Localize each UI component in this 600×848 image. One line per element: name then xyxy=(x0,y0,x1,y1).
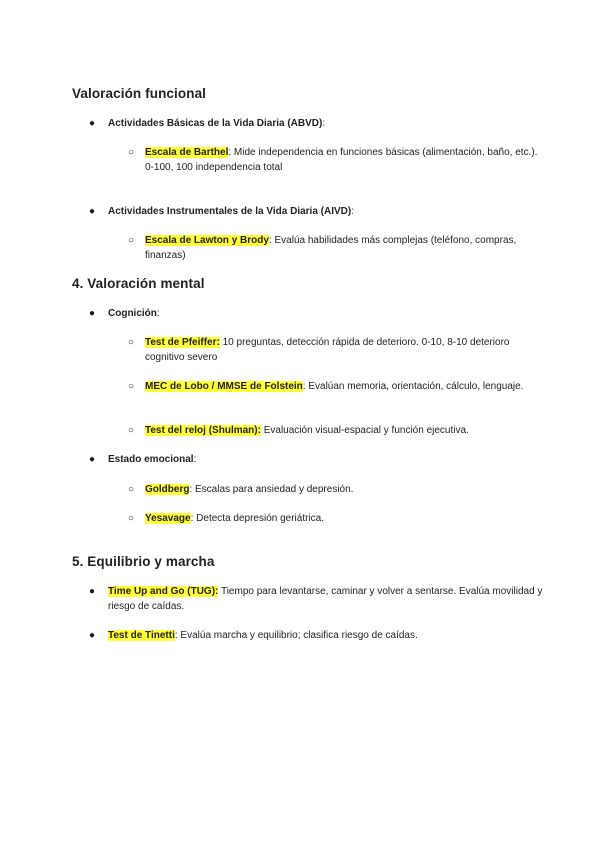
list-item-barthel xyxy=(145,145,545,175)
tinetti-desc: : Evalúa marcha y equilibrio; clasifica riesgo de caídas. xyxy=(174,630,418,641)
mec-name: MEC de Lobo / MMSE de Folstein xyxy=(145,381,303,392)
barthel-name: Escala de Barthel xyxy=(145,147,229,158)
bullet-hollow: ○ xyxy=(128,425,135,436)
bullet-filled: ● xyxy=(89,454,96,465)
cognicion-label: Cognición xyxy=(108,308,157,319)
yesavage-name: Yesavage xyxy=(145,513,191,524)
bullet-hollow: ○ xyxy=(128,381,135,392)
barthel-desc: : Mide independencia en funciones básicas (alimentación, baño, etc.). 0-100, 100 independencia total xyxy=(145,147,538,173)
cognicion-colon: : xyxy=(156,308,160,319)
aivd-colon: : xyxy=(351,206,355,217)
bullet-hollow: ○ xyxy=(128,235,135,246)
yesavage-desc: : Detecta depresión geriátrica. xyxy=(190,513,325,524)
reloj-desc: Evaluación visual-espacial y función ejecutiva. xyxy=(260,425,469,436)
emocional-colon: : xyxy=(193,454,197,465)
pfeiffer-name: Test de Pfeiffer: xyxy=(145,337,220,348)
bullet-filled: ● xyxy=(89,308,96,319)
list-item-mec xyxy=(145,379,545,394)
tinetti-name: Test de Tinetti xyxy=(108,630,175,641)
bullet-filled: ● xyxy=(89,586,96,597)
list-item-aivd xyxy=(108,204,568,219)
bullet-hollow: ○ xyxy=(128,147,135,158)
goldberg-name: Goldberg xyxy=(145,484,190,495)
bullet-filled: ● xyxy=(89,630,96,641)
list-item-pfeiffer xyxy=(145,335,545,365)
list-item-yesavage xyxy=(145,511,545,526)
list-item-cognicion xyxy=(108,306,568,321)
bullet-hollow: ○ xyxy=(128,484,135,495)
list-item-reloj xyxy=(145,423,545,438)
section-title-funcional: Valoración funcional xyxy=(72,86,207,101)
emocional-label: Estado emocional xyxy=(108,454,194,465)
pfeiffer-desc: 10 preguntas, detección rápida de deterioro. 0-10, 8-10 deterioro cognitivo severo xyxy=(145,337,510,363)
list-item-goldberg xyxy=(145,482,545,497)
list-item-lawton xyxy=(145,233,545,263)
list-item-tug xyxy=(108,584,568,614)
list-item-abvd xyxy=(108,116,568,131)
bullet-filled: ● xyxy=(89,118,96,129)
abvd-label: Actividades Básicas de la Vida Diaria (ABVD) xyxy=(108,118,323,129)
goldberg-desc: : Escalas para ansiedad y depresión. xyxy=(189,484,354,495)
reloj-name: Test del reloj (Shulman): xyxy=(145,425,261,436)
tug-name: Time Up and Go (TUG): xyxy=(108,586,219,597)
bullet-hollow: ○ xyxy=(128,513,135,524)
mec-desc: : Evalúan memoria, orientación, cálculo, lenguaje. xyxy=(302,381,524,392)
tug-desc: Tiempo para levantarse, caminar y volver a sentarse. Evalúa movilidad y riesgo de caídas. xyxy=(108,586,543,612)
lawton-name: Escala de Lawton y Brody xyxy=(145,235,269,246)
abvd-colon: : xyxy=(322,118,326,129)
section-title-mental: 4. Valoración mental xyxy=(72,276,205,291)
list-item-emocional xyxy=(108,452,568,467)
list-item-tinetti xyxy=(108,628,568,643)
lawton-desc: : Evalúa habilidades más complejas (teléfono, compras, finanzas) xyxy=(145,235,517,261)
bullet-hollow: ○ xyxy=(128,337,135,348)
aivd-label: Actividades Instrumentales de la Vida Diaria (AIVD) xyxy=(108,206,352,217)
section-title-equilibrio: 5. Equilibrio y marcha xyxy=(72,554,215,569)
bullet-filled: ● xyxy=(89,206,96,217)
